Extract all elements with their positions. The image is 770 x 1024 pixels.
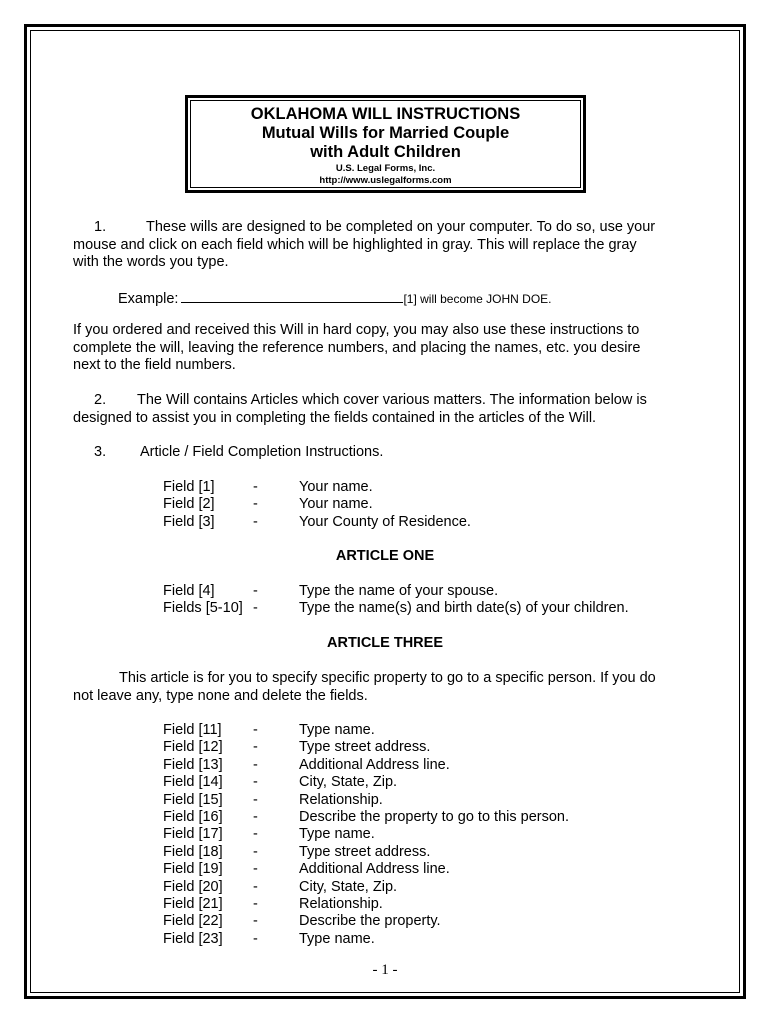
document-title: OKLAHOMA WILL INSTRUCTIONS (250, 105, 521, 123)
field-label: Field [15] (163, 791, 223, 808)
field-label: Field [18] (163, 843, 223, 860)
field-label: Field [23] (163, 930, 223, 947)
field-description: Type the name of your spouse. (299, 583, 499, 599)
field-description: Your name. (299, 496, 373, 513)
paragraph-number: 2. (94, 392, 107, 408)
paragraph-text: with the words you type. (73, 254, 229, 270)
field-label: Field [2] (163, 496, 215, 513)
paragraph-text: These wills are designed to be completed on your computer. To do so, use your (146, 219, 656, 235)
paragraph-2 (73, 392, 703, 427)
field-label: Field [13] (163, 756, 223, 773)
field-dash: - (253, 930, 258, 947)
field-label: Field [3] (163, 513, 215, 530)
publisher-name: U.S. Legal Forms, Inc. (335, 163, 436, 174)
field-description: Additional Address line. (299, 861, 450, 878)
publisher-url: http://www.uslegalforms.com (319, 175, 452, 186)
field-dash: - (253, 826, 258, 843)
field-label: Field [11] (163, 722, 222, 738)
title-box (190, 100, 581, 188)
example-text: [1] will become JOHN DOE. (403, 292, 552, 306)
document-subtitle: Mutual Wills for Married Couple (261, 124, 510, 142)
field-description: Describe the property. (299, 913, 441, 930)
field-dash: - (253, 861, 258, 878)
article-three-heading: ARTICLE THREE (327, 635, 443, 651)
field-description: Describe the property to go to this person. (299, 809, 570, 825)
paragraph-text: not leave any, type none and delete the fields. (73, 687, 368, 704)
paragraph-3 (73, 444, 703, 462)
field-dash: - (253, 809, 258, 825)
field-label: Field [19] (163, 861, 223, 878)
field-label: Field [1] (163, 479, 215, 495)
field-description: City, State, Zip. (299, 774, 398, 791)
paragraph-text: complete the will, leaving the reference numbers, and placing the names, etc. you desire (73, 339, 641, 356)
field-dash: - (253, 756, 258, 773)
field-description: City, State, Zip. (299, 878, 398, 895)
field-description: Type name. (299, 722, 375, 738)
field-dash: - (253, 496, 258, 513)
field-dash: - (253, 774, 258, 791)
example-blank-line (181, 289, 403, 303)
paragraph-number: 3. (94, 444, 107, 460)
field-description: Type name. (299, 930, 375, 947)
field-description: Type the name(s) and birth date(s) of your children. (299, 600, 629, 617)
field-dash: - (253, 722, 258, 738)
document-subtitle-2: with Adult Children (310, 143, 461, 161)
field-label: Field [21] (163, 896, 223, 912)
field-label: Field [22] (163, 913, 223, 930)
field-description: Your name. (299, 479, 373, 495)
field-description: Relationship. (299, 791, 383, 808)
example-label: Example: (118, 291, 179, 307)
paragraph-text: This article is for you to specify specific property to go to a specific person. If you do (119, 670, 656, 686)
field-dash: - (253, 583, 258, 599)
field-dash: - (253, 913, 258, 930)
article-one-heading: ARTICLE ONE (335, 548, 435, 564)
paragraph-text: The Will contains Articles which cover various matters. The information below is (137, 392, 647, 408)
example-line (118, 289, 748, 309)
page-number: - 1 - (372, 962, 398, 978)
paragraph-1 (73, 219, 703, 272)
field-dash: - (253, 600, 258, 617)
field-dash: - (253, 896, 258, 912)
paragraph-text: mouse and click on each field which will be highlighted in gray. This will replace the gray (73, 236, 637, 253)
paragraph-text: If you ordered and received this Will in hard copy, you may also use these instructions to (73, 322, 640, 338)
field-label: Field [12] (163, 739, 223, 756)
field-description: Your County of Residence. (299, 513, 471, 530)
article-three-intro (73, 670, 703, 705)
paragraph-text: next to the field numbers. (73, 357, 236, 373)
field-dash: - (253, 791, 258, 808)
field-label: Field [20] (163, 878, 223, 895)
field-description: Additional Address line. (299, 756, 450, 773)
field-dash: - (253, 843, 258, 860)
paragraph-text: Article / Field Completion Instructions. (140, 444, 384, 460)
hardcopy-paragraph (73, 322, 703, 375)
field-label: Fields [5-10] (163, 600, 243, 617)
paragraph-number: 1. (94, 219, 107, 235)
field-description: Type street address. (299, 739, 431, 756)
paragraph-text: designed to assist you in completing the fields contained in the articles of the Will. (73, 409, 597, 426)
field-label: Field [14] (163, 774, 223, 791)
field-description: Relationship. (299, 896, 383, 912)
field-label: Field [17] (163, 826, 223, 843)
field-dash: - (253, 513, 258, 530)
field-dash: - (253, 479, 258, 495)
field-label: Field [16] (163, 809, 223, 825)
field-label: Field [4] (163, 583, 215, 599)
field-description: Type street address. (299, 843, 431, 860)
field-dash: - (253, 878, 258, 895)
field-description: Type name. (299, 826, 375, 843)
field-dash: - (253, 739, 258, 756)
